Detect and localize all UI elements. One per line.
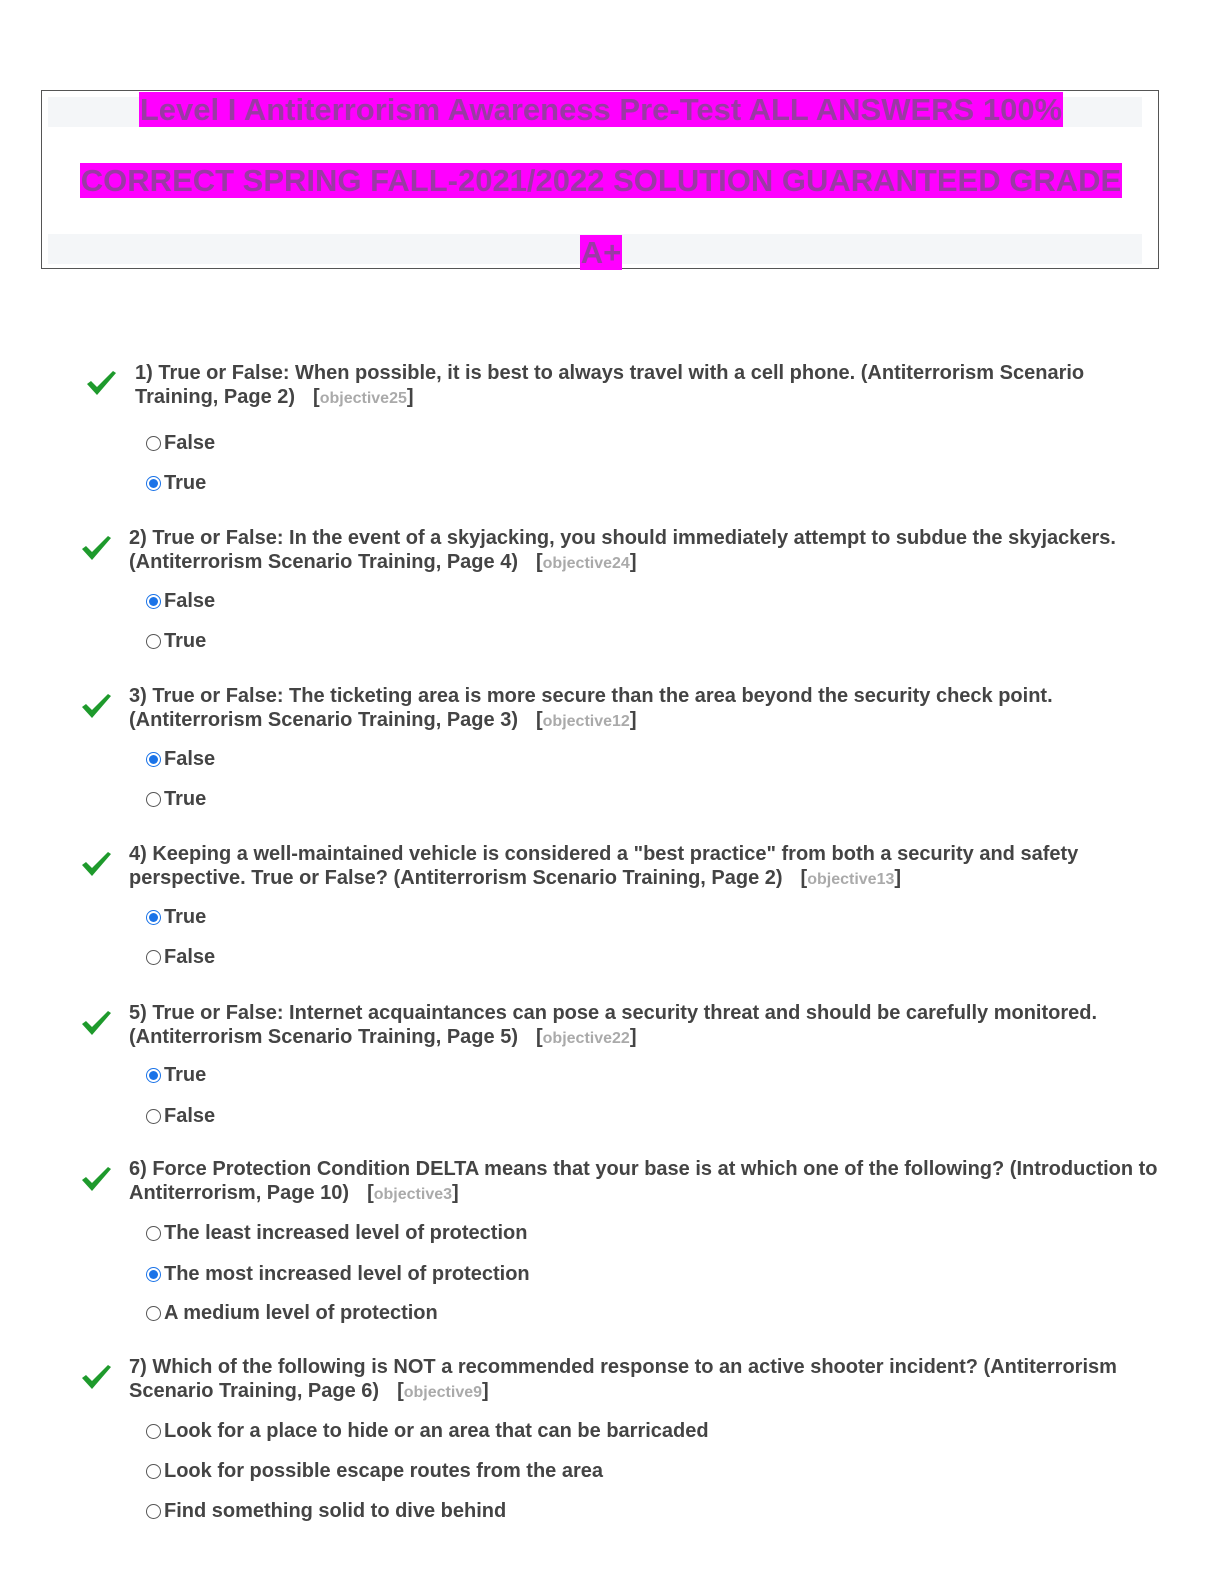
answer-label: False: [164, 1104, 216, 1127]
objective-id: objective24: [542, 555, 630, 572]
answer-option[interactable]: [146, 1459, 603, 1483]
answer-option[interactable]: [146, 1104, 215, 1128]
correct-check-icon: [80, 1363, 112, 1391]
objective-id: objective22: [542, 1030, 630, 1047]
correct-check-icon: [80, 692, 112, 720]
correct-check-icon: [80, 850, 112, 878]
objective-tag: [objective9]: [397, 1380, 489, 1402]
radio-empty-icon[interactable]: [146, 1504, 161, 1519]
answer-label: False: [164, 589, 216, 612]
answer-label: The least increased level of protection: [164, 1221, 528, 1244]
question-prompt: 6) Force Protection Condition DELTA means that your base is at which one of the following? (Introduction to Antiterrorism, Page 10): [129, 1158, 1158, 1204]
question-prompt: 2) True or False: In the event of a skyjacking, you should immediately attempt to subdue the skyjackers. (Antiterrorism Scenario Training, Page 4): [129, 527, 1116, 573]
answer-option[interactable]: [146, 1419, 709, 1443]
answer-option[interactable]: [146, 1262, 530, 1286]
question-text: [129, 684, 1159, 734]
radio-empty-icon[interactable]: [146, 1109, 161, 1124]
answer-option[interactable]: [146, 431, 215, 455]
objective-id: objective13: [807, 871, 895, 888]
answer-label: Look for a place to hide or an area that can be barricaded: [164, 1419, 709, 1442]
answer-option[interactable]: [146, 905, 206, 929]
objective-id: objective12: [542, 713, 630, 730]
question-prompt: 7) Which of the following is NOT a recommended response to an active shooter incident? (Antiterrorism Scenario Training, Page 6): [129, 1356, 1117, 1402]
radio-empty-icon[interactable]: [146, 634, 161, 649]
objective-tag: [objective3]: [367, 1182, 459, 1204]
question-prompt: 5) True or False: Internet acquaintances can pose a security threat and should be carefully monitored. (Antiterrorism Scenario Training, Page 5): [129, 1002, 1098, 1048]
radio-selected-icon[interactable]: [146, 752, 161, 767]
radio-selected-icon[interactable]: [146, 594, 161, 609]
question-text: [129, 842, 1159, 892]
objective-id: objective3: [373, 1186, 453, 1203]
radio-empty-icon[interactable]: [146, 436, 161, 451]
answer-label: True: [164, 787, 207, 810]
question-text: [135, 361, 1165, 411]
radio-selected-icon[interactable]: [146, 1068, 161, 1083]
question-text: [129, 1157, 1159, 1207]
question-prompt: 3) True or False: The ticketing area is more secure than the area beyond the security check point. (Antiterrorism Scenario Training, Page 3): [129, 685, 1053, 731]
answer-label: True: [164, 905, 207, 928]
correct-check-icon: [80, 1165, 112, 1193]
title-line-2: CORRECT SPRING FALL-2021/2022 SOLUTION GUARANTEED GRADE: [80, 163, 1122, 198]
answer-option[interactable]: [146, 1221, 527, 1245]
objective-id: objective9: [403, 1384, 483, 1401]
radio-empty-icon[interactable]: [146, 1424, 161, 1439]
correct-check-icon: [80, 1009, 112, 1037]
radio-empty-icon[interactable]: [146, 792, 161, 807]
answer-option[interactable]: [146, 629, 206, 653]
answer-label: False: [164, 945, 216, 968]
answer-option[interactable]: [146, 945, 215, 969]
answer-option[interactable]: [146, 471, 206, 495]
radio-selected-icon[interactable]: [146, 476, 161, 491]
answer-label: The most increased level of protection: [164, 1262, 530, 1285]
answer-label: A medium level of protection: [164, 1301, 438, 1324]
objective-tag: [objective24]: [535, 551, 637, 573]
answer-option[interactable]: [146, 1063, 206, 1087]
answer-option[interactable]: [146, 1301, 438, 1325]
title-box: [41, 90, 1159, 269]
radio-empty-icon[interactable]: [146, 1306, 161, 1321]
answer-label: True: [164, 471, 207, 494]
correct-check-icon: [85, 369, 117, 397]
objective-tag: [objective13]: [800, 867, 902, 889]
answer-label: False: [164, 431, 216, 454]
answer-label: Find something solid to dive behind: [164, 1499, 507, 1522]
question-prompt: 1) True or False: When possible, it is best to always travel with a cell phone. (Antiterrorism Scenario Training, Page 2): [135, 362, 1085, 408]
radio-empty-icon[interactable]: [146, 1464, 161, 1479]
radio-empty-icon[interactable]: [146, 1226, 161, 1241]
answer-option[interactable]: [146, 1499, 506, 1523]
answer-option[interactable]: [146, 589, 215, 613]
radio-selected-icon[interactable]: [146, 1267, 161, 1282]
question-text: [129, 1001, 1159, 1051]
objective-id: objective25: [319, 390, 407, 407]
objective-tag: [objective22]: [535, 1026, 637, 1048]
answer-label: True: [164, 1063, 207, 1086]
answer-label: Look for possible escape routes from the area: [164, 1459, 604, 1482]
answer-option[interactable]: [146, 787, 206, 811]
answer-label: False: [164, 747, 216, 770]
correct-check-icon: [80, 534, 112, 562]
title-line-3: A+: [580, 235, 622, 270]
question-prompt: 4) Keeping a well-maintained vehicle is considered a "best practice" from both a security and safety perspective. True or False? (Antiterrorism Scenario Training, Page 2): [129, 843, 1079, 889]
title-line-1: Level I Antiterrorism Awareness Pre-Test ALL ANSWERS 100%: [139, 92, 1063, 127]
answer-label: True: [164, 629, 207, 652]
answer-option[interactable]: [146, 747, 215, 771]
objective-tag: [objective25]: [313, 386, 414, 408]
question-text: [129, 1355, 1159, 1405]
question-text: [129, 526, 1159, 576]
radio-selected-icon[interactable]: [146, 910, 161, 925]
radio-empty-icon[interactable]: [146, 950, 161, 965]
objective-tag: [objective12]: [535, 709, 637, 731]
